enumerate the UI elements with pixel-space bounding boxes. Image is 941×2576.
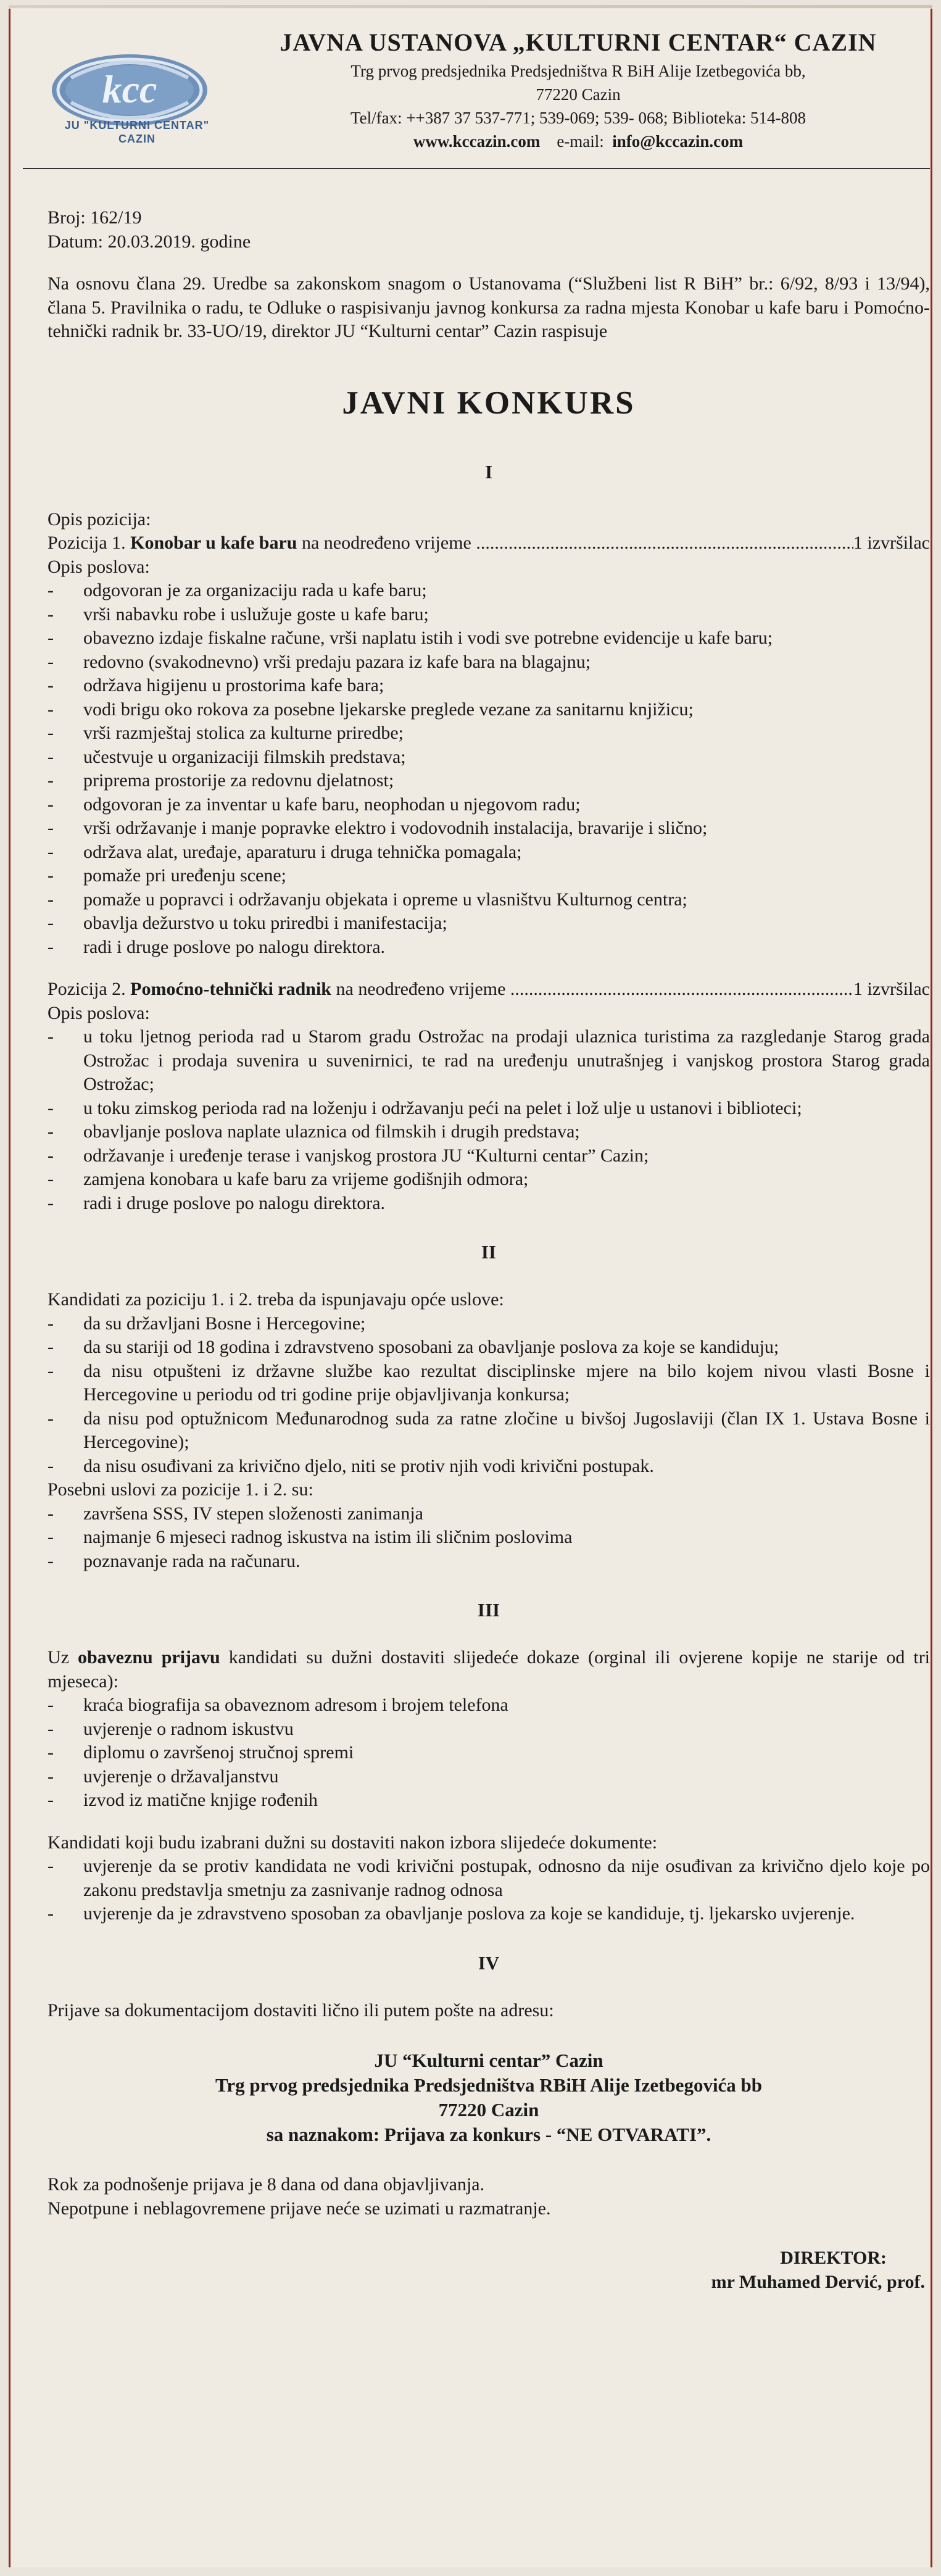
selected-candidates-documents <box>48 1855 930 1926</box>
list-item: - priprema prostorije za redovnu djelatnost; <box>48 769 930 793</box>
list-item: - vrši nabavku robe i uslužuje goste u kafe baru; <box>48 603 930 627</box>
list-item: - pomaže u popravci i održavanju objekata i opreme u vlasništvu Kulturnog centra; <box>48 888 930 912</box>
list-item: - izvod iz matične knjige rođenih <box>48 1789 930 1813</box>
header-divider <box>23 168 930 169</box>
general-conditions <box>48 1312 930 1479</box>
web-email-line: www.kccazin.com e-mail: info@kccazin.com <box>413 132 744 151</box>
submission-intro: Prijave sa dokumentacijom dostaviti lično ili putem pošte na adresu: <box>48 2000 554 2021</box>
list-item: - uvjerenje o radnom iskustvu <box>48 1718 930 1742</box>
list-item: - obavljanje poslova naplate ulaznica od filmskih i drugih predstava; <box>48 1120 930 1144</box>
deadline-text: Rok za podnošenje prijava je 8 dana od dana objavljivanja. <box>48 2174 485 2195</box>
list-item: - uvjerenje da je zdravstveno sposoban za obavljanje poslova za koje se kandiduje, tj. ljekarsko uvjerenje. <box>48 1902 930 1926</box>
list-item: - da su stariji od 18 godina i zdravstveno sposobani za obavljanje poslova za koje se kandiduju; <box>48 1336 930 1360</box>
list-item: - diplomu o završenoj stručnoj spremi <box>48 1741 930 1765</box>
section-iv-heading: IV <box>478 1951 500 1974</box>
reference-number: Broj: 162/19 <box>48 207 142 228</box>
list-item: - zamjena konobara u kafe baru za vrijeme godišnjih odmora; <box>48 1168 930 1192</box>
position-1-line: Pozicija 1. Konobar u kafe baru na neodređeno vrijeme ..... 1 izvršilac <box>48 531 930 555</box>
list-item: - odgovoran je za organizaciju rada u kafe baru; <box>48 579 930 603</box>
list-item: - odgovoran je za inventar u kafe baru, neophodan u njegovom radu; <box>48 793 930 817</box>
required-documents-intro: Uz obaveznu prijavu kandidati su dužni dostaviti slijedeće dokaze (orginal ili ovjerene kopije ne starije od tri mjeseca): <box>48 1647 931 1692</box>
position-1-title: Konobar u kafe baru <box>130 533 297 553</box>
list-item: - da nisu pod optužnicom Međunarodnog suda za ratne zločine u bivšoj Jugoslaviji (član IX 1. Ustava Bosne i Hercegovine); <box>48 1407 930 1455</box>
position-2-title: Pomoćno-tehnički radnik <box>130 979 331 999</box>
list-item: - u toku zimskog perioda rad na loženju i održavanju peći na pelet i lož ulje u ustanovi i biblioteci; <box>48 1097 930 1121</box>
positions-label: Opis pozicija: <box>48 509 151 530</box>
letterhead <box>233 26 924 153</box>
list-item: - radi i druge poslove po nalogu direktora. <box>48 936 930 960</box>
list-item: - da nisu otpušteni iz državne službe kao rezultat disciplinske mjere na bilo kojem nivou vlasti Bosne i Hercegovine u periodu od tri godine prije objavljivanja konkursa; <box>48 1360 930 1407</box>
email-link[interactable]: info@kccazin.com <box>612 132 744 151</box>
special-conditions <box>48 1502 930 1574</box>
logo-text: kcc <box>102 67 157 111</box>
list-item: - održava higijenu u prostorima kafe bara; <box>48 674 930 698</box>
list-item: - uvjerenje da se protiv kandidata ne vodi krivični postupak, odnosno da nije osuđivan za krivično djelo koje po zakonu predstavlja smetnju za zasnivanje radnog odnosa <box>48 1855 930 1902</box>
list-item: - održavanje i uređenje terase i vanjskog prostora JU “Kulturni centar” Cazin; <box>48 1144 930 1168</box>
section-iii-heading: III <box>477 1599 500 1621</box>
list-item: - vrši razmještaj stolica za kulturne priredbe; <box>48 721 930 746</box>
general-conditions-intro: Kandidati za poziciju 1. i 2. treba da ispunjavaju opće uslove: <box>48 1289 504 1310</box>
notice-body <box>48 206 930 2294</box>
list-item: - vodi brigu oko rokova za posebne ljekarske preglede vezane za sanitarnu knjižicu; <box>48 698 930 722</box>
notice-title: JAVNI KONKURS <box>342 384 636 421</box>
institution-name: JAVNA USTANOVA „KULTURNI CENTAR“ CAZIN <box>280 28 877 56</box>
list-item: - radi i druge poslove po nalogu direktora. <box>48 1192 930 1216</box>
list-item: - učestvuje u organizaciji filmskih predstava; <box>48 746 930 770</box>
website-link[interactable]: www.kccazin.com <box>413 132 541 151</box>
date: Datum: 20.03.2019. godine <box>48 231 251 252</box>
list-item: - kraća biografija sa obaveznom adresom i brojem telefona <box>48 1693 930 1718</box>
submission-address: JU “Kulturni centar” Cazin Trg prvog predsjednika Predsjedništva RBiH Alije Izetbegovića bb 77220 Cazin sa naznakom: Prijava za konkurs - “NE OTVARATI”. <box>215 2050 763 2145</box>
duties-label-1: Opis poslova: <box>48 556 150 577</box>
address-line-1: Trg prvog predsjednika Predsjedništva R BiH Alije Izetbegovića bb, <box>350 62 806 80</box>
required-documents <box>48 1693 930 1813</box>
section-i-heading: I <box>484 460 493 483</box>
newspaper-notice <box>9 9 932 2567</box>
position-1-duties <box>48 579 930 959</box>
list-item: - obavlja dežurstvo u toku priredbi i manifestacija; <box>48 912 930 936</box>
position-2-duties <box>48 1025 930 1215</box>
position-2-line: Pozicija 2. Pomoćno-tehnički radnik na neodređeno vrijeme ..... 1 izvršilac <box>48 978 930 1002</box>
section-ii-heading: II <box>481 1241 497 1263</box>
list-item: - poznavanje rada na računaru. <box>48 1550 930 1574</box>
intro-paragraph: Na osnovu člana 29. Uredbe sa zakonskom snagom o Ustanovama (“Službeni list R BiH” br.: 6/92, 8/93 i 13/94), člana 5. Pravilnika o radu, te Odluke o raspisivanju javnog konkursa za radna mjesta Konobar u kafe baru i Pomoćno-tehnički radnik br. 33-UO/19, direktor JU “Kulturni centar” Cazin raspisuje <box>48 273 930 341</box>
signature-name: mr Muhamed Dervić, prof. <box>711 2271 925 2292</box>
selected-candidates-intro: Kandidati koji budu izabrani dužni su dostaviti nakon izbora slijedeće dokumente: <box>48 1832 658 1853</box>
list-item: - uvjerenje o državaljanstvu <box>48 1765 930 1789</box>
signature-role: DIREKTOR: <box>780 2248 887 2268</box>
list-item: - najmanje 6 mjeseci radnog iskustva na istim ili sličnim poslovima <box>48 1526 930 1550</box>
list-item: - u toku ljetnog perioda rad u Starom gradu Ostrožac na prodaji ulaznica turistima za razgledanje Starog grada Ostrožac i prodaja suvenira u suvenirnici, te rad na uređenju unutrašnjeg i vanjskog prostora Starog grada Ostrožac; <box>48 1025 930 1097</box>
list-item: - vrši održavanje i manje popravke elektro i vodovodnih instalacija, bravarije i slično; <box>48 816 930 841</box>
list-item: - obavezno izdaje fiskalne račune, vrši naplatu istih i vodi sve potrebne evidencije u kafe baru; <box>48 626 930 650</box>
list-item: - da su državljani Bosne i Hercegovine; <box>48 1312 930 1336</box>
list-item: - redovno (svakodnevno) vrši predaju pazara iz kafe bara na blagajnu; <box>48 650 930 675</box>
logo-caption: JU "KULTURNI CENTAR" CAZIN <box>64 119 210 145</box>
special-conditions-intro: Posebni uslovi za pozicije 1. i 2. su: <box>48 1479 313 1500</box>
list-item: - završena SSS, IV stepen složenosti zanimanja <box>48 1502 930 1526</box>
contact-line: Tel/fax: ++387 37 537-771; 539-069; 539- 068; Biblioteka: 514-808 <box>350 109 806 127</box>
top-border <box>9 5 932 8</box>
list-item: - da nisu osuđivani za krivično djelo, niti se protiv njih vodi krivični postupak. <box>48 1455 930 1479</box>
address-line-2: 77220 Cazin <box>536 85 621 104</box>
duties-label-2: Opis poslova: <box>48 1002 150 1023</box>
list-item: - održava alat, uređaje, aparaturu i druga tehnička pomagala; <box>48 841 930 865</box>
incomplete-note: Nepotpune i neblagovremene prijave neće se uzimati u razmatranje. <box>48 2198 551 2219</box>
list-item: - pomaže pri uređenju scene; <box>48 864 930 888</box>
